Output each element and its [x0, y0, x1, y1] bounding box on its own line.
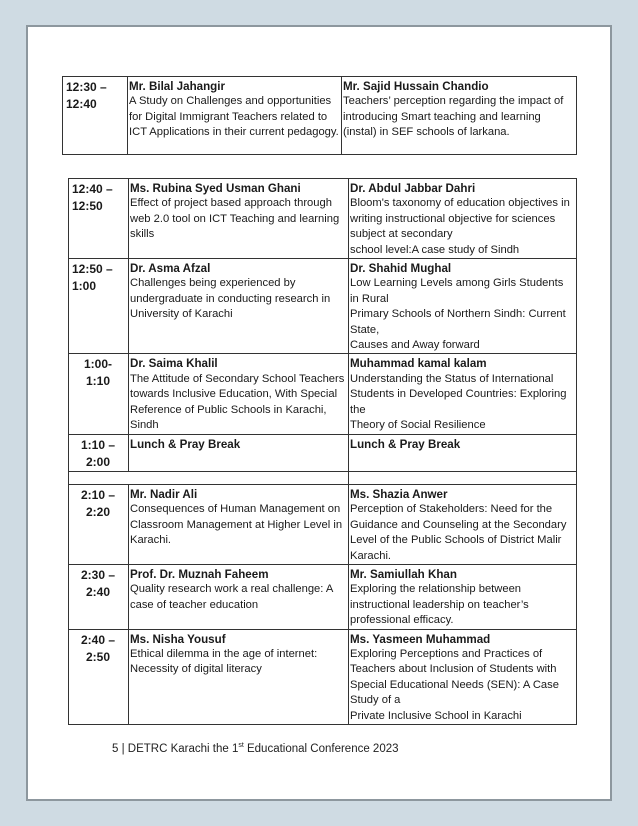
paper-title: Bloom's taxonomy of education objectives in writing instructional objective for sciences subject at secondary school level:A case study of Sindh [350, 197, 570, 256]
time-slot: 1:10 – 2:00 [69, 434, 129, 471]
paper-title: Quality research work a real challenge: A case of teacher education [130, 583, 333, 611]
table-row [69, 629, 577, 724]
table-row [69, 434, 577, 471]
presenter-name: Dr. Shahid Mughal [350, 262, 452, 276]
lunch-break-left [129, 434, 349, 471]
left-session [128, 77, 342, 155]
presenter-name: Dr. Asma Afzal [130, 262, 211, 276]
paper-title: Low Learning Levels among Girls Students in Rural Primary Schools of Northern Sindh: Current State, Causes and Away forward [350, 277, 566, 352]
presenter-name: Mr. Sajid Hussain Chandio [343, 80, 489, 93]
left-session [129, 629, 349, 724]
table-row [63, 77, 577, 155]
right-session [349, 565, 577, 630]
paper-title: Understanding the Status of International Students in Developed Countries: Exploring the Theory of Social Resilience [350, 372, 567, 432]
paper-title: Ethical dilemma in the age of internet: Necessity of digital literacy [130, 648, 318, 676]
presenter-name: Prof. Dr. Muznah Faheem [130, 568, 269, 582]
presenter-name: Ms. Shazia Anwer [350, 488, 448, 501]
footer-text: 5 | DETRC Karachi the 1 [112, 742, 239, 755]
table-row [69, 354, 577, 434]
right-session [342, 77, 577, 155]
paper-title: The Attitude of Secondary School Teachers towards Inclusive Education, With Special Reference of Public Schools in Karachi, Sindh [130, 372, 345, 432]
right-session [349, 485, 577, 565]
left-session [129, 259, 349, 354]
schedule-table-3 [68, 484, 577, 725]
table-row [69, 259, 577, 354]
presenter-name: Dr. Saima Khalil [130, 357, 218, 371]
time-slot: 12:50 – 1:00 [69, 259, 129, 354]
presenter-name: Dr. Abdul Jabbar Dahri [350, 182, 476, 195]
paper-title: A Study on Challenges and opportunities for Digital Immigrant Teachers related to ICT Applications in their current pedagogy. [129, 95, 339, 139]
right-session [349, 259, 577, 354]
schedule-table-1 [62, 76, 577, 155]
time-slot: 1:00- 1:10 [69, 354, 129, 434]
left-session [129, 354, 349, 434]
paper-title: Challenges being experienced by undergraduate in conducting research in University of Karachi [130, 277, 331, 321]
time-slot: 2:30 – 2:40 [69, 565, 129, 630]
time-slot: 2:10 – 2:20 [69, 485, 129, 565]
presenter-name: Ms. Yasmeen Muhammad [350, 632, 491, 646]
paper-title: Effect of project based approach through web 2.0 tool on ICT Teaching and learning skills [130, 197, 340, 241]
break-label: Lunch & Pray Break [130, 437, 241, 451]
presenter-name: Ms. Nisha Yousuf [130, 632, 226, 646]
presenter-name: Ms. Rubina Syed Usman Ghani [130, 182, 301, 195]
footer-superscript: st [238, 742, 244, 749]
paper-title: Exploring Perceptions and Practices of Teachers about Inclusion of Students with Special Educational Needs (SEN): A Case Study of a Private Inclusive School in Karachi [350, 648, 559, 722]
table-row [69, 179, 577, 259]
table-row [69, 485, 577, 565]
right-session [349, 629, 577, 724]
presenter-name: Muhammad kamal kalam [350, 357, 487, 371]
schedule-table-2 [68, 178, 577, 497]
paper-title: Consequences of Human Management on Classroom Management at Higher Level in Karachi. [130, 503, 343, 547]
page-footer [112, 742, 399, 755]
break-label: Lunch & Pray Break [350, 437, 461, 451]
table-row [69, 565, 577, 630]
left-session [129, 485, 349, 565]
paper-title: Exploring the relationship between instructional leadership on teacher’s professional efficacy. [350, 583, 529, 627]
paper-title: Teachers’ perception regarding the impact of introducing Smart teaching and learning (instal) in SEF schools of larkana. [343, 95, 564, 139]
left-session [129, 565, 349, 630]
right-session [349, 354, 577, 434]
right-session [349, 179, 577, 259]
time-slot: 12:40 – 12:50 [69, 179, 129, 259]
footer-text-end: Educational Conference 2023 [243, 742, 399, 755]
presenter-name: Mr. Nadir Ali [130, 488, 198, 501]
presenter-name: Mr. Samiullah Khan [350, 568, 457, 582]
time-slot: 2:40 – 2:50 [69, 629, 129, 724]
time-slot: 12:30 – 12:40 [63, 77, 128, 155]
presenter-name: Mr. Bilal Jahangir [129, 80, 225, 93]
paper-title: Perception of Stakeholders: Need for the Guidance and Counseling at the Secondary Level of the Public Schools of District Malir Karachi. [350, 503, 567, 562]
left-session [129, 179, 349, 259]
lunch-break-right [349, 434, 577, 471]
